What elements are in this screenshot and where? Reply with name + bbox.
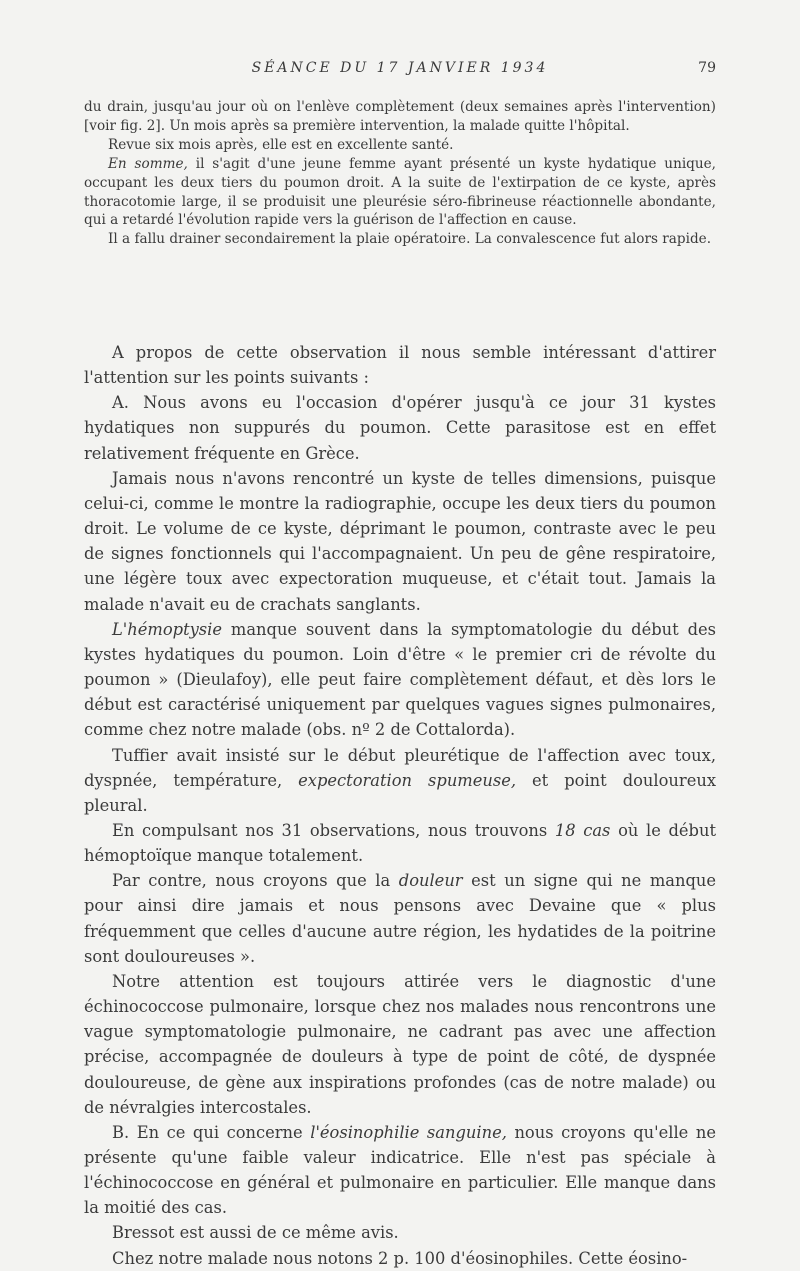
paragraph	[84, 868, 716, 969]
paragraph-text: il s'agit d'une jeune femme ayant présenté un kyste hydatique unique, occupant les deux tiers du poumon droit. A la suite de l'extirpation de ce kyste, après thoracotomie large, il se produisit une pleurésie séro-fibrineuse réactionnelle abondante, qui a retardé l'évolution rapide vers la guérison de l'affection en cause.	[84, 155, 716, 229]
paragraph-text: nous croyons qu'elle ne présente qu'une faible valeur indicatrice. Elle n'est pas spéciale à l'échinococcose en général et pulmonaire en particulier. Elle manque dans la moitié des cas.	[84, 1122, 716, 1218]
paragraph-text: est un signe qui ne manque pour ainsi dire jamais et nous pensons avec Devaine que « plus fréquemment que celles d'aucune autre région, les hydatides de la poitrine sont douloureuses ».	[84, 871, 716, 966]
paragraph-text: Par contre, nous croyons que la	[112, 871, 399, 891]
emphasis: douleur	[398, 871, 463, 891]
discussion-text	[84, 340, 716, 1271]
emphasis: 18 cas	[554, 820, 611, 840]
paragraph	[84, 155, 716, 231]
emphasis: En somme,	[108, 155, 188, 172]
paragraph: Jamais nous n'avons rencontré un kyste de telles dimensions, puisque celui-ci, comme le montre la radiographie, occupe les deux tiers du poumon droit. Le volume de ce kyste, déprimant le poumon, contraste avec le peu de signes fonctionnels qui l'accompagnaient. Un peu de gêne respiratoire, une légère toux avec expectoration muqueuse, et c'était tout. Jamais la malade n'avait eu de crachats sanglants.	[84, 468, 716, 614]
emphasis: expectoration spumeuse,	[298, 770, 517, 790]
paragraph	[84, 1120, 716, 1221]
paragraph-text: Tuffier avait insisté sur le début pleurétique de l'affection avec toux, dyspnée, température,	[84, 745, 716, 790]
paragraph	[84, 617, 716, 743]
paragraph: A propos de cette observation il nous semble intéressant d'attirer l'attention sur les points suivants :	[84, 343, 716, 388]
paragraph: Notre attention est toujours attirée vers le diagnostic d'une échinococcose pulmonaire, lorsque chez nos malades nous rencontrons une vague symptomatologie pulmonaire, ne cadrant pas avec une affection précise, accompagnée de douleurs à type de point de côté, de dyspnée douloureuse, de gène aux inspirations profondes (cas de notre malade) ou de névralgies intercostales.	[84, 971, 716, 1117]
paragraph: Bressot est aussi de ce même avis.	[112, 1223, 399, 1243]
emphasis: L'hémoptysie	[112, 619, 223, 639]
emphasis: l'éosinophilie sanguine,	[310, 1122, 507, 1142]
paragraph-text: et point douloureux pleural.	[84, 770, 717, 815]
paragraph: du drain, jusqu'au jour où on l'enlève complètement (deux semaines après l'intervention) [voir fig. 2]. Un mois après sa première intervention, la malade quitte l'hôpital.	[84, 99, 716, 134]
paragraph	[84, 743, 716, 818]
paragraph: Il a fallu drainer secondairement la plaie opératoire. La convalescence fut alors rapide.	[108, 231, 712, 248]
running-header	[84, 60, 716, 86]
paragraph-text: En compulsant nos 31 observations, nous trouvons	[112, 820, 555, 840]
page-number: 79	[698, 60, 716, 76]
header-title: SÉANCE DU 17 JANVIER 1934	[251, 60, 549, 76]
paragraph-text: B. En ce qui concerne	[112, 1122, 311, 1142]
case-report-text	[84, 98, 716, 249]
paragraph: A. Nous avons eu l'occasion d'opérer jusqu'à ce jour 31 kystes hydatiques non suppurés du poumon. Cette parasitose est en effet relativement fréquente en Grèce.	[84, 393, 716, 463]
paragraph-text: où le début hémoptoïque manque totalement.	[84, 820, 716, 866]
paragraph: Chez notre malade nous notons 2 p. 100 d'éosinophiles. Cette éosino-	[112, 1248, 688, 1268]
paragraph: Revue six mois après, elle est en excellente santé.	[108, 136, 454, 153]
paragraph	[84, 818, 716, 868]
paragraph-text: manque souvent dans la symptomatologie du début des kystes hydatiques du poumon. Loin d'être « le premier cri de révolte du poumon » (Dieulafoy), elle peut faire complètement défaut, et dès lors le début est caractérisé uniquement par quelques vagues signes pulmonaires, comme chez notre malade (obs. nº 2 de Cottalorda).	[84, 619, 716, 740]
